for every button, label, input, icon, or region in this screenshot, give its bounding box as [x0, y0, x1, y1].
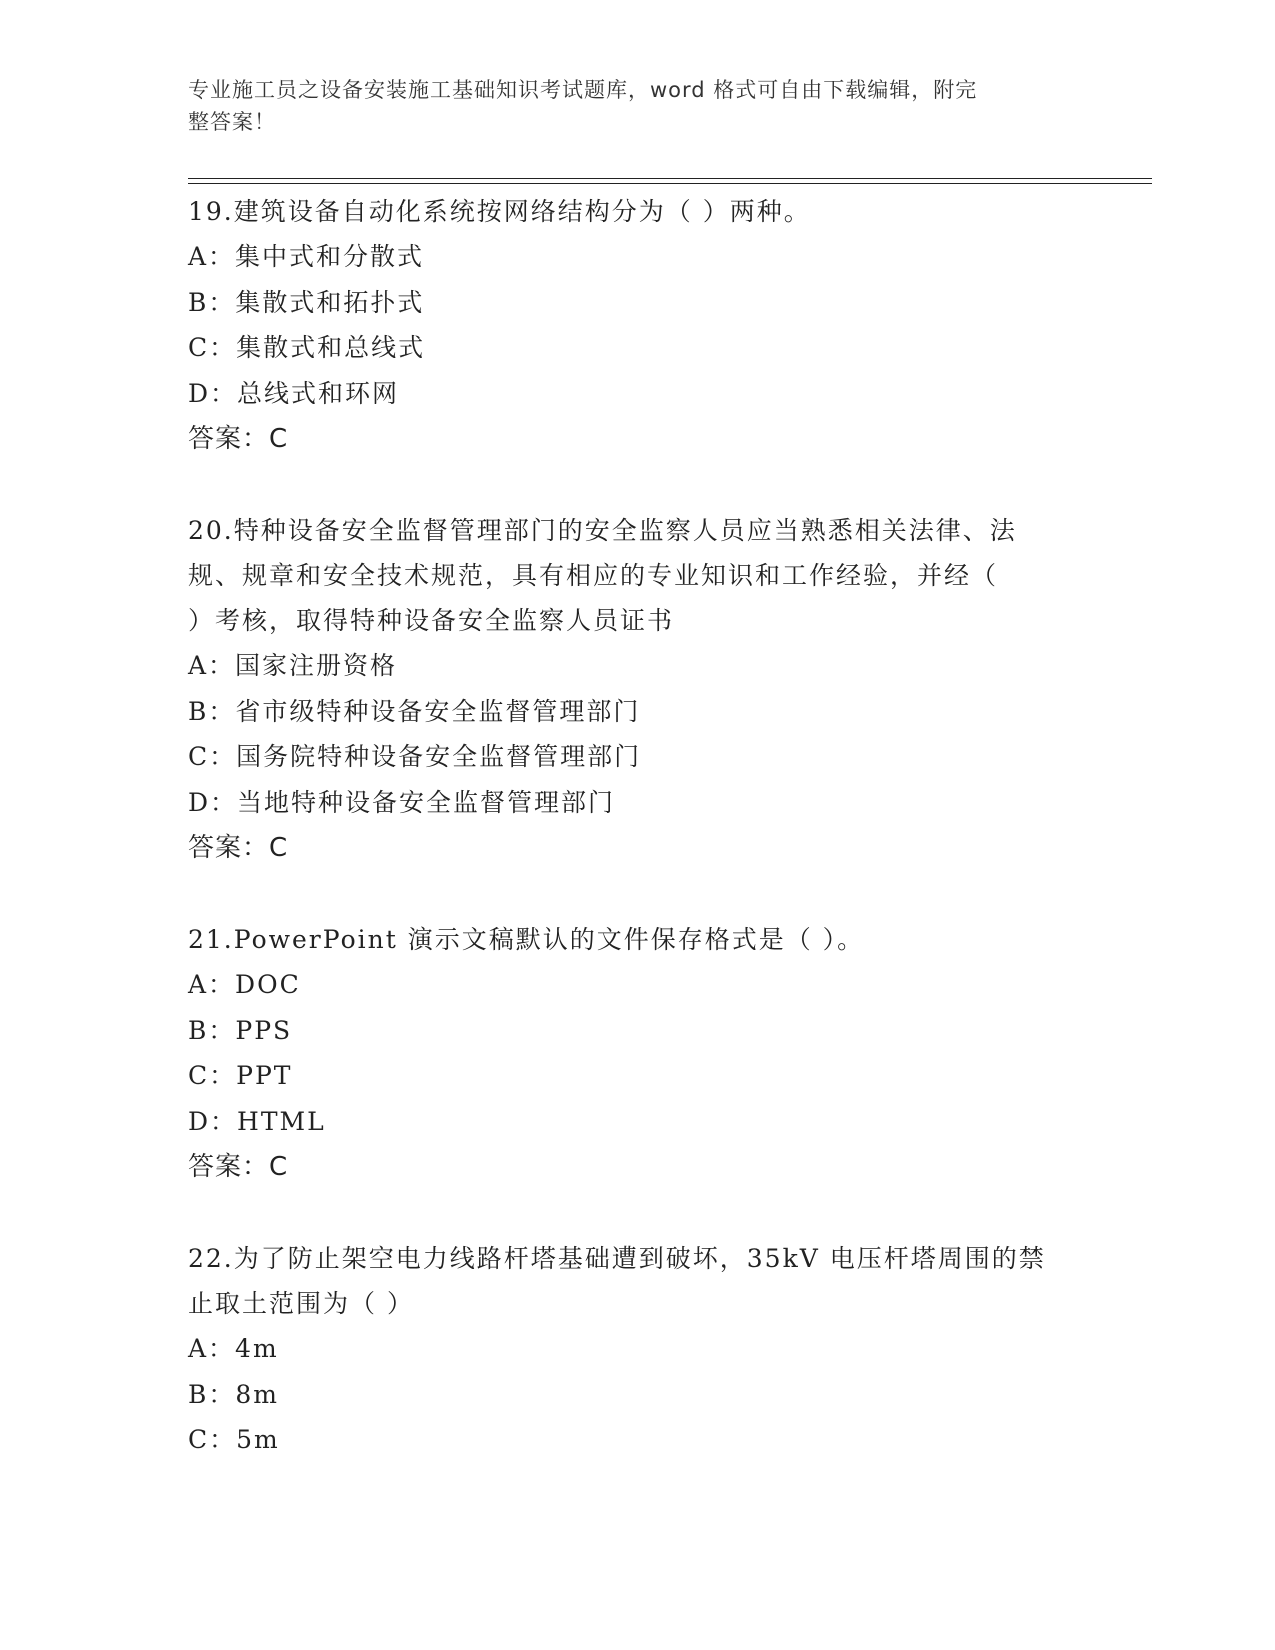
- answer-line: 答案：C: [188, 424, 289, 454]
- question-stem-line-1: 20.特种设备安全监督管理部门的安全监察人员应当熟悉相关法律、法: [188, 516, 1017, 545]
- option-c: C：PPT: [188, 1061, 293, 1090]
- option-a: A：国家注册资格: [188, 651, 398, 680]
- option-d: D：当地特种设备安全监督管理部门: [188, 787, 616, 817]
- option-b: B：8m: [188, 1379, 279, 1409]
- question-list: [188, 189, 1088, 1509]
- answer-line: 答案：C: [188, 1152, 289, 1182]
- question-stem-line-3: ）考核，取得特种设备安全监察人员证书: [188, 606, 675, 635]
- question-20: [188, 508, 1088, 871]
- question-21: [188, 917, 1088, 1190]
- question-22: [188, 1236, 1088, 1463]
- answer-line: 答案：C: [188, 833, 289, 863]
- question-stem-line-2: 止取土范围为（ ）: [188, 1289, 414, 1318]
- option-c: C：5m: [188, 1425, 280, 1454]
- header-divider-top: [188, 178, 1152, 179]
- option-a: A：DOC: [188, 970, 301, 999]
- option-a: A：集中式和分散式: [188, 242, 425, 271]
- document-title-line-2: 整答案！: [188, 110, 276, 134]
- question-19: [188, 189, 1088, 462]
- option-b: B：PPS: [188, 1015, 293, 1045]
- option-b: B：集散式和拓扑式: [188, 287, 425, 317]
- header-divider-bottom: [188, 183, 1152, 184]
- option-d: D：HTML: [188, 1106, 326, 1136]
- question-stem: 19.建筑设备自动化系统按网络结构分为（ ）两种。: [188, 197, 811, 226]
- question-stem-line-2: 规、规章和安全技术规范，具有相应的专业知识和工作经验，并经（: [188, 561, 999, 590]
- document-header: [188, 74, 1088, 138]
- option-a: A：4m: [188, 1334, 279, 1363]
- option-c: C：集散式和总线式: [188, 333, 426, 362]
- document-title-line-1: 专业施工员之设备安装施工基础知识考试题库，word 格式可自由下载编辑，附完: [188, 78, 978, 102]
- question-stem: 21.PowerPoint 演示文稿默认的文件保存格式是（ ）。: [188, 925, 865, 954]
- option-c: C：国务院特种设备安全监督管理部门: [188, 742, 642, 771]
- question-stem-line-1: 22.为了防止架空电力线路杆塔基础遭到破坏，35kV 电压杆塔周围的禁: [188, 1244, 1046, 1273]
- option-d: D：总线式和环网: [188, 378, 400, 408]
- option-b: B：省市级特种设备安全监督管理部门: [188, 696, 641, 726]
